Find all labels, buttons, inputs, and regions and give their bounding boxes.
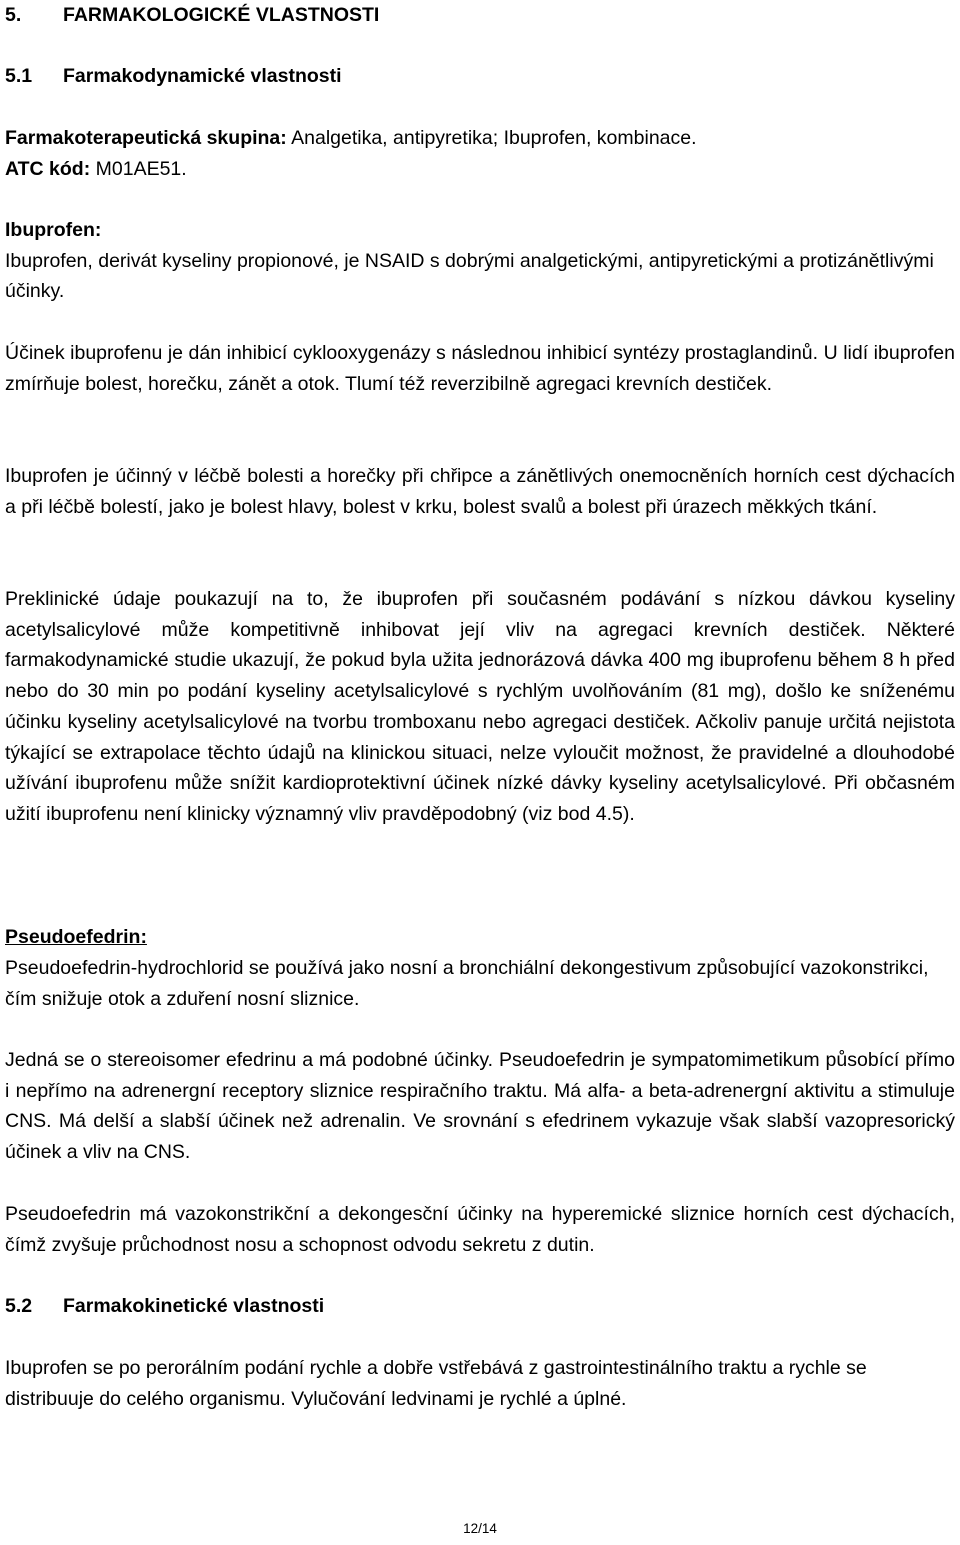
ibuprofen-paragraph-2: Ibuprofen je účinný v léčbě bolesti a horečky při chřipce a zánětlivých onemocněních horních cest dýchacích a při léčbě bolestí, jako je bolest hlavy, bolest v krku, bolest svalů a bolest při úrazech měkkých tkání. [5,465,955,518]
section-number: 5.1 [5,65,33,87]
section-title: FARMAKOLOGICKÉ VLASTNOSTI [63,4,380,26]
pseudoephedrine-paragraph-3: Pseudoefedrin má vazokonstrikční a dekongesční účinky na hyperemické sliznice horních cest dýchacích, čímž zvyšuje průchodnost nosu a schopnost odvodu sekretu z dutin. [5,1203,955,1256]
atc-label: ATC kód: [5,157,91,180]
pseudoephedrine-paragraph-2: Jedná se o stereoisomer efedrinu a má podobné účinky. Pseudoefedrin je sympatomimetikum působící přímo i nepřímo na adrenergní receptory sliznice respiračního traktu. Má alfa- a beta-adrenergní aktivitu a stimuluje CNS. Má delší a slabší účinek než adrenalin. Ve srovnání s efedrinem vykazuje však slabší vazopresorický účinek a vliv na CNS. [5,1049,955,1164]
atc-value: M01AE51. [90,157,187,180]
ibuprofen-paragraph-1: Účinek ibuprofenu je dán inhibicí cyklooxygenázy s následnou inhibicí syntézy prostaglandinů. U lidí ibuprofen zmírňuje bolest, horečku, zánět a otok. Tlumí též reverzibilně agregaci krevních destiček. [5,342,955,395]
pharmacokinetics-paragraph-1: Ibuprofen se po perorálním podání rychle a dobře vstřebává z gastrointestinálního traktu a rychle se distribuuje do celého organismu. Vylučování ledvinami je rychlé a úplné. [5,1357,867,1410]
group-label: Farmakoterapeutická skupina: [5,127,287,149]
pseudoephedrine-heading: Pseudoefedrin: [5,926,147,948]
ibuprofen-intro-block [5,215,955,307]
group-value: Analgetika, antipyretika; Ibuprofen, kombinace. [286,127,697,149]
section-title: Farmakokinetické vlastnosti [63,1295,325,1317]
section-5-2-heading [5,1291,955,1322]
pseudoephedrine-paragraph-1: Pseudoefedrin-hydrochlorid se používá jako nosní a bronchiální dekongestivum způsobující vazokonstrikci, čím snižuje otok a zduření nosní sliznice. [5,957,929,1010]
ibuprofen-heading: Ibuprofen: [5,219,102,241]
classification-block [5,123,955,184]
pharmacotherapeutic-group [5,123,955,154]
section-title: Farmakodynamické vlastnosti [63,65,342,87]
ibuprofen-intro: Ibuprofen, derivát kyseliny propionové, je NSAID s dobrými analgetickými, antipyretickými a protizánětlivými účinky. [5,249,934,303]
atc-code [5,154,955,185]
section-5-heading [5,0,955,31]
section-number: 5.2 [5,1295,33,1317]
section-number: 5. [5,4,22,26]
page-number: 12/14 [463,1521,497,1536]
ibuprofen-paragraph-3: Preklinické údaje poukazují na to, že ibuprofen při současném podávání s nízkou dávkou kyseliny acetylsalicylové může kompetitivně inhibovat její vliv na agregaci krevních destiček. Některé farmakodynamické studie ukazují, že pokud byla užita jednorázová dávka 400 mg ibuprofenu během 8 h před nebo do 30 min po podání kyseliny acetylsalicylové s rychlým uvolňováním (81 mg), došlo ke sníženému účinku kyseliny acetylsalicylové na tvorbu tromboxanu nebo agregaci destiček. Ačkoliv panuje určitá nejistota týkající se extrapolace těchto údajů na klinickou situaci, nelze vyloučit možnost, že pravidelné a dlouhodobé užívání ibuprofenu může snížit kardioprotektivní účinek nízké dávky kyseliny acetylsalicylové. Při občasném užití ibuprofenu není klinicky významný vliv pravděpodobný (viz bod 4.5). [5,588,955,825]
section-5-1-heading [5,61,955,92]
